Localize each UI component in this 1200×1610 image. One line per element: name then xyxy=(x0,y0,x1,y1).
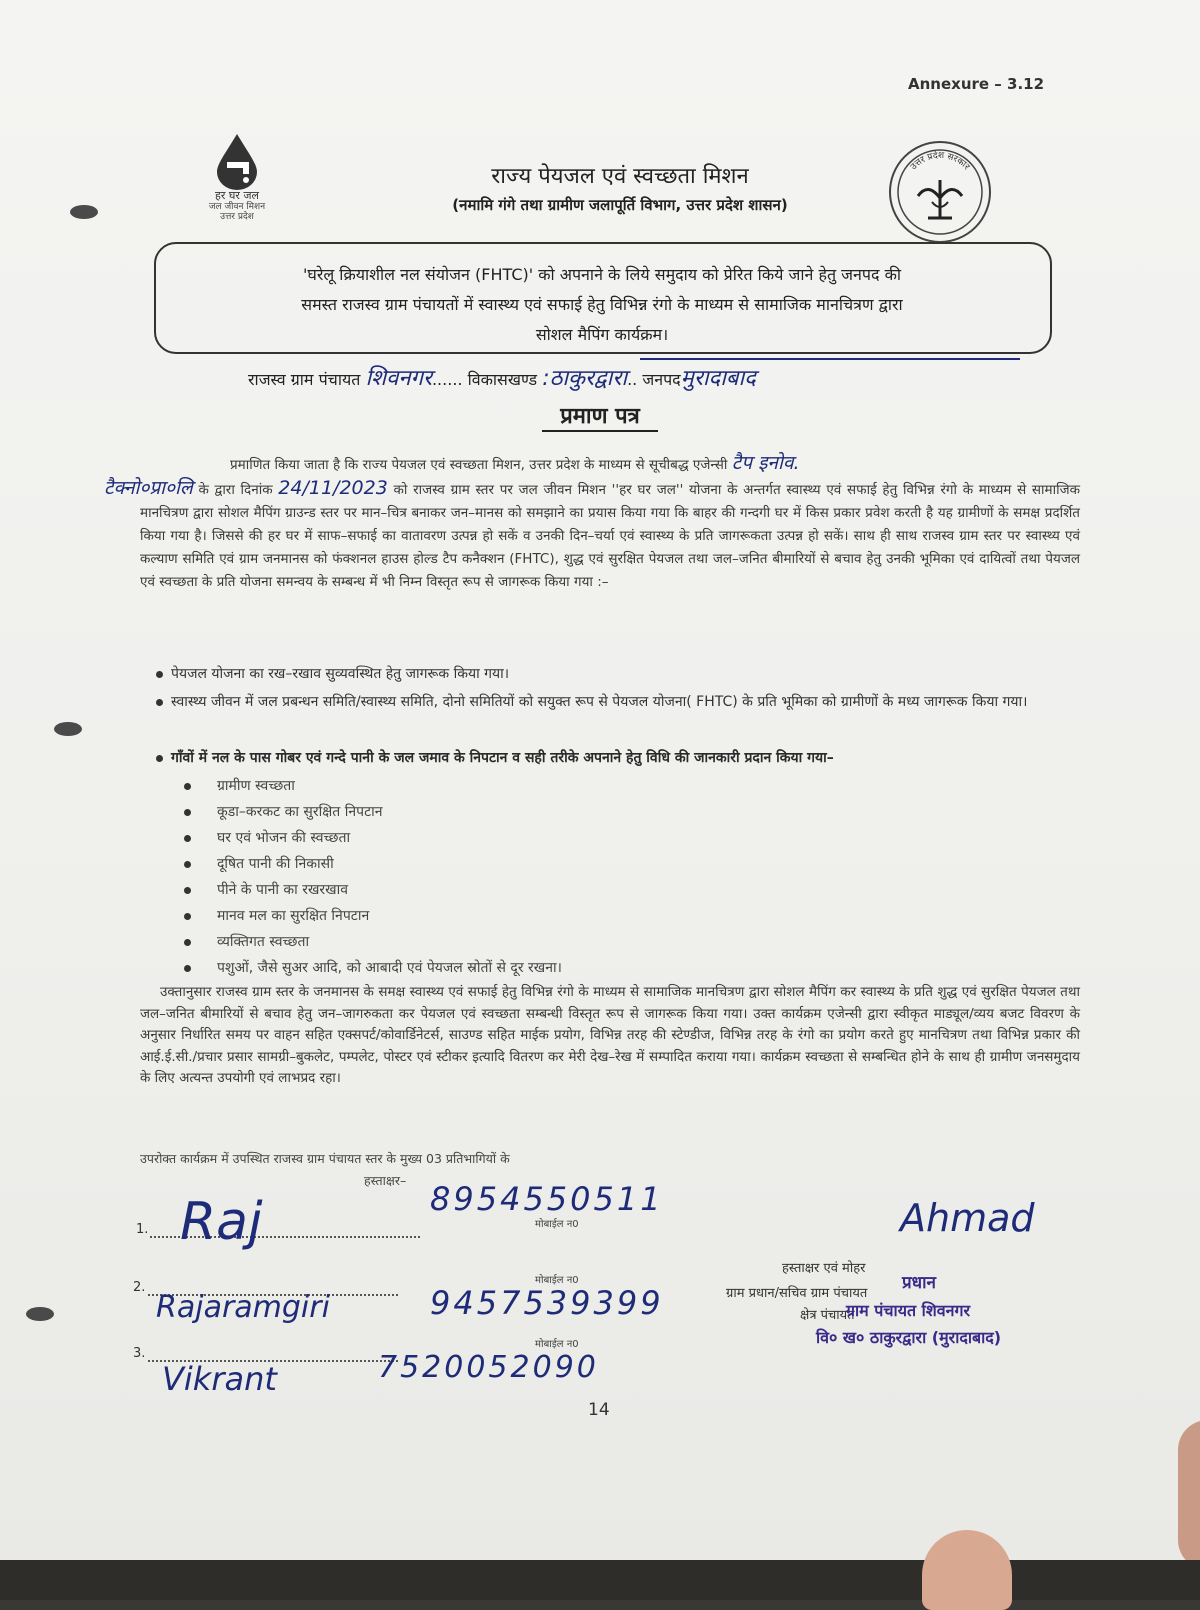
up-govt-seal xyxy=(888,140,992,244)
agency-name-part-1: टैप इनोव. xyxy=(731,452,800,474)
participant-3-number: 3. xyxy=(133,1346,146,1361)
kshetra-panchayat: क्षेत्र पंचायत xyxy=(800,1308,855,1323)
participants-signature-label: हस्ताक्षर– xyxy=(364,1173,407,1188)
bullet-dot xyxy=(156,671,163,678)
page-number: 14 xyxy=(588,1400,610,1420)
participant-2-number: 2. xyxy=(133,1280,146,1295)
bullet-item: स्वास्थ्य जीवन में जल प्रबन्धन समिति/स्वास्थ्य समिति, दोनो समितियों को सयुक्त रूप से पेयजल योजना( FHTC) के प्रति भूमिका को ग्रामीणों के मध्य जागरूक किया गया। xyxy=(156,690,1076,714)
sub-bullet-item: पीने के पानी का रखरखाव xyxy=(184,880,348,899)
program-line-3: सोशल मैपिंग कार्यक्रम। xyxy=(535,325,669,344)
mission-title: राज्य पेयजल एवं स्वच्छता मिशन xyxy=(491,164,749,189)
bullet-dot xyxy=(156,755,163,762)
bullet-dot xyxy=(184,835,191,842)
background-surface xyxy=(0,1560,1200,1600)
stamp-gram-panchayat: ग्राम पंचायत शिवनगर xyxy=(846,1301,971,1320)
closing-paragraph: उक्तानुसार राजस्व ग्राम स्तर के जनमानस के समक्ष स्वास्थ्य एवं सफाई हेतु विभिन्न रंगो के माध्यम से सामाजिक मानचित्रण द्वारा सोशल मैपिंग कर स्वास्थ्य के प्रति शुद्ध एवं सुरक्षित पेयजल तथा जल–जनित बीमारियों से बचाव हेतु जन–जागरुकता कर पेयजल एवं स्वच्छता सम्बन्धी विस्तृत रूप से जागरूक किया गया। उक्त कार्यक्रम एजेन्सी द्वारा स्वीकृत माड्यूल/व्यय बजट विवरण के अनुसार निर्धारित समय पर वाहन सहित एक्सपर्ट/कोवार्डिनेटर्स, साउण्ड सहित माईक प्रयोग, विभिन्न तरह की स्टेण्डीज, विभिन्न तरह के रंगो का प्रयोग करते हुए मानचित्रण तथा विभिन्न प्रकार की आई.ई.सी./प्रचार प्रसार सामग्री–बुकलेट, पम्पलेट, पोस्टर एवं स्टीकर इत्यादि वितरण कर मेरी देख–रेख में सम्पादित कराया गया। कार्यक्रम स्वच्छता से सम्बन्धित होने के साथ ही ग्रामीण जनसमुदाय के लिए अत्यन्त उपयोगी एवं लाभप्रद रहा। xyxy=(140,984,1080,1086)
cert-text-a: प्रमाणित किया जाता है कि राज्य पेयजल एवं स्वच्छता मिशन, उत्तर प्रदेश के माध्यम से सूचीबद्ध एजेन्सी xyxy=(230,457,728,473)
stamp-pradhan: प्रधान xyxy=(902,1273,936,1293)
logo-line-2: जल जीवन मिशन xyxy=(208,202,266,212)
bullet-dot xyxy=(184,809,191,816)
program-line-2: समस्त राजस्व ग्राम पंचायतों में स्वास्थ्य एवं सफाई हेतु विभिन्न रंगो के माध्यम से सामाजिक मानचित्रण द्वारा xyxy=(301,295,903,314)
cert-text-b: के द्वारा दिनांक xyxy=(198,482,273,498)
participant-1-mobile: 8954550511 xyxy=(430,1180,664,1218)
pradhan-signature: Ahmad xyxy=(900,1196,1035,1240)
logo-line-3: उत्तर प्रदेश xyxy=(220,212,254,222)
up-emblem-icon xyxy=(888,140,992,244)
participants-intro: उपरोक्त कार्यक्रम में उपस्थित राजस्व ग्राम पंचायत स्तर के मुख्य 03 प्रतिभागियों के xyxy=(140,1151,510,1166)
punch-hole xyxy=(54,722,82,736)
annexure-label: Annexure – 3.12 xyxy=(908,75,1045,93)
stamp-block-district: वि० ख० ठाकुरद्वारा (मुरादाबाद) xyxy=(816,1328,1002,1347)
handwritten-underline xyxy=(640,358,1020,360)
bullet-item: गाँवों में नल के पास गोबर एवं गन्दे पानी के जल जमाव के निपटान व सही तरीके अपनाने हेतु विधि की जानकारी प्रदान किया गया– xyxy=(156,746,1076,770)
seal-text: उत्तर प्रदेश सरकार xyxy=(908,150,972,173)
gram-panchayat-label: राजस्व ग्राम पंचायत xyxy=(248,370,361,389)
bullet-dot xyxy=(184,861,191,868)
bullet-dot xyxy=(184,939,191,946)
pradhan-designation: ग्राम प्रधान/सचिव ग्राम पंचायत xyxy=(726,1286,868,1301)
participant-2-mobile: 9457539399 xyxy=(430,1284,664,1322)
finger-overlay xyxy=(1178,1420,1200,1560)
punch-hole xyxy=(26,1307,54,1321)
gram-panchayat-dots: ...... xyxy=(431,370,463,389)
logo-line-1: हर घर जल xyxy=(215,189,259,202)
janpad-value: मुरादाबाद xyxy=(680,366,756,391)
program-date: 24/11/2023 xyxy=(278,477,388,499)
cert-text-c: को राजस्व ग्राम स्तर पर जल जीवन मिशन ''हर घर जल'' योजना के अन्तर्गत स्वास्थ्य एवं सफाई हेतु विभिन्न रंगो के माध्यम से सामाजिक मानचित्रण द्वारा सोशल मैपिंग ग्राउन्ड स्तर पर मान–चित्र बनाकर जन–मानस को समझाने का प्रयास किया गया कि बाहर की गन्दगी घर में किस प्रकार प्रवेश करती है यह ग्रामीणों के समक्ष प्रदर्शित किया गया है। जिससे की हर घर में साफ–सफाई का वातावरण उत्पन्न हो सकें व उनकी दिन–चर्या एवं स्वास्थ्य के प्रति जागरूकता उत्पन्न हो सकें। साथ ही साथ राजस्व ग्राम स्तर पर स्वास्थ्य एवं कल्याण समिति एवं ग्राम जनमानस को फंक्शनल हाउस होल्ड टैप कनैक्शन (FHTC), शुद्ध एवं सुरक्षित पेयजल तथा जल–जनित बीमारियों से बचाव हेतु उनकी भूमिका एवं दायित्वों तथा पेयजल एवं स्वच्छता के प्रति योजना समन्वय के सम्बन्ध में भी निम्न विस्तृत रूप से जागरूक किया गया :– xyxy=(140,482,1080,590)
bullet-dot xyxy=(184,913,191,920)
sub-bullet-item: व्यक्तिगत स्वच्छता xyxy=(184,932,309,951)
svg-text:उत्तर प्रदेश सरकार xyxy=(909,149,972,172)
seal-label: हस्ताक्षर एवं मोहर xyxy=(782,1261,866,1276)
water-drop-icon xyxy=(213,132,261,190)
certificate-paragraph xyxy=(104,452,1080,594)
participant-3-signature: Vikrant xyxy=(162,1360,277,1398)
mobile-label: मोबाईल न0 xyxy=(535,1219,579,1230)
finger-overlay xyxy=(922,1530,1012,1610)
program-line-1: 'घरेलू क्रियाशील नल संयोजन (FHTC)' को अपनाने के लिये समुदाय को प्रेरित किये जाने हेतु जनपद की xyxy=(302,265,902,284)
vikaskhand-value: :ठाकुरद्वारा xyxy=(542,366,628,391)
sub-bullet-item: पशुओं, जैसे सुअर आदि, को आबादी एवं पेयजल स्रोतों से दूर रखना। xyxy=(184,958,562,977)
participant-1-number: 1. xyxy=(136,1222,149,1237)
sub-bullet-item: मानव मल का सुरक्षित निपटान xyxy=(184,906,369,925)
janpad-label: जनपद xyxy=(642,370,681,389)
participant-1-signature: Raj xyxy=(180,1192,263,1252)
participant-3-mobile: 7520052090 xyxy=(378,1350,599,1385)
certificate-heading-underline xyxy=(542,430,658,432)
sub-bullet-item: घर एवं भोजन की स्वच्छता xyxy=(184,828,350,847)
certificate-heading: प्रमाण पत्र xyxy=(560,404,640,429)
bullet-dot xyxy=(184,887,191,894)
gram-panchayat-value: शिवनगर xyxy=(365,366,432,391)
place-details xyxy=(248,362,756,392)
mobile-label: मोबाईल न0 xyxy=(535,1275,579,1286)
har-ghar-jal-logo xyxy=(192,132,282,222)
agency-name-part-2: टैक्नो०प्रा०लि xyxy=(104,477,193,499)
sub-bullet-item: कूडा–करकट का सुरक्षित निपटान xyxy=(184,802,383,821)
sub-bullet-item: ग्रामीण स्वच्छता xyxy=(184,776,295,795)
bullet-dot xyxy=(184,965,191,972)
punch-hole xyxy=(70,205,98,219)
bullet-item: पेयजल योजना का रख–रखाव सुव्यवस्थित हेतु जागरूक किया गया। xyxy=(156,662,1076,686)
mobile-label: मोबाईल न0 xyxy=(535,1339,579,1350)
sub-bullet-item: दूषित पानी की निकासी xyxy=(184,854,334,873)
vikaskhand-dots: .. xyxy=(627,370,638,389)
program-box-text xyxy=(172,260,1032,350)
vikaskhand-label: विकासखण्ड xyxy=(467,370,538,389)
participant-2-signature: Rajaramgiri xyxy=(156,1290,330,1325)
mission-subtitle: (नमामि गंगे तथा ग्रामीण जलापूर्ति विभाग, उत्तर प्रदेश शासन) xyxy=(452,196,788,214)
bullet-dot xyxy=(156,699,163,706)
bullet-dot xyxy=(184,783,191,790)
